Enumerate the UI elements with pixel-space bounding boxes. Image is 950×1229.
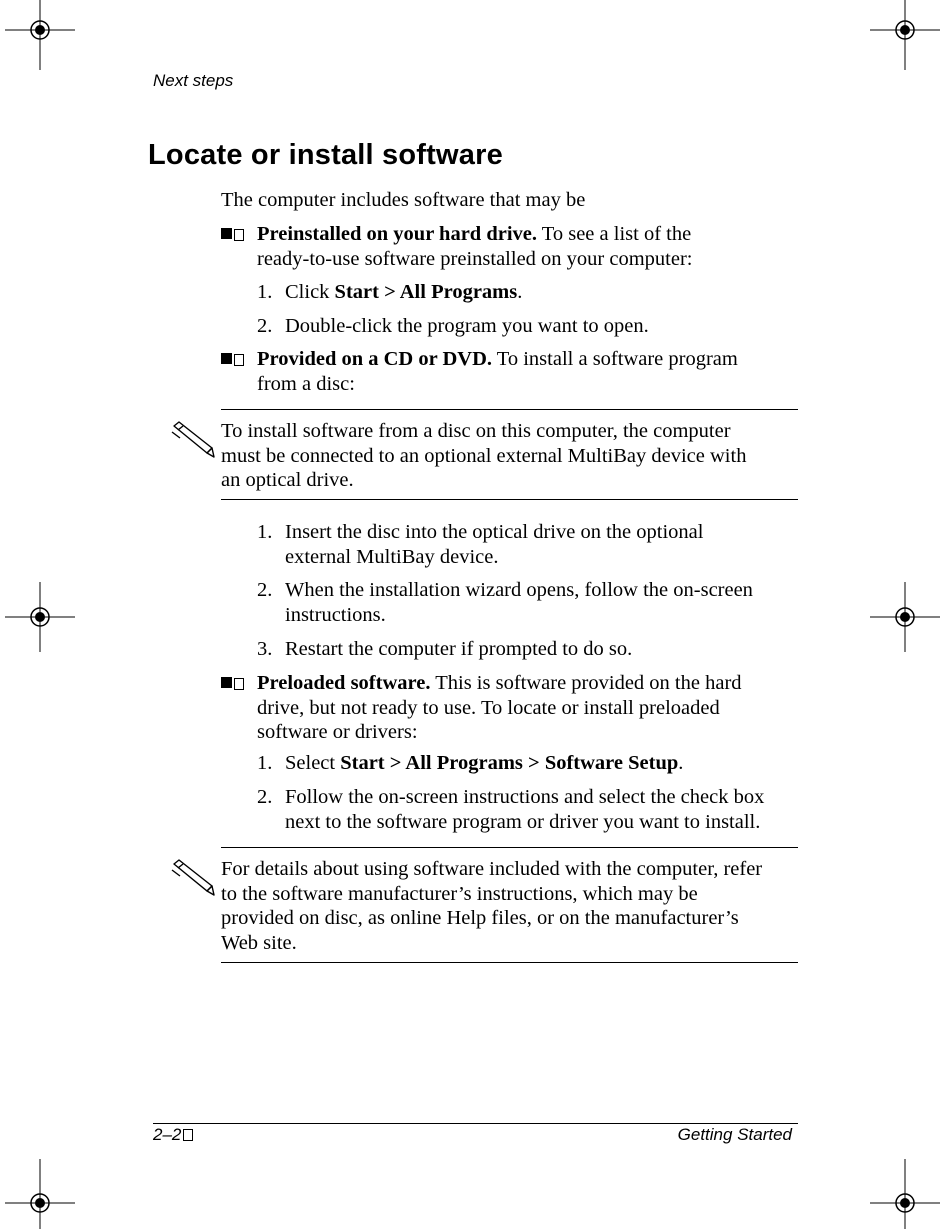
registration-mark-icon (870, 1159, 940, 1229)
step-number: 1. (257, 752, 273, 774)
step-number: 2. (257, 786, 273, 808)
intro-text: The computer includes software that may be (221, 189, 586, 211)
step-number: 2. (257, 579, 273, 601)
registration-mark-icon (5, 1159, 75, 1229)
step-number: 1. (257, 521, 273, 543)
registration-mark-icon (870, 582, 940, 652)
pencil-note-icon (170, 420, 216, 460)
note-rule (221, 499, 798, 500)
step-number: 2. (257, 315, 273, 337)
footer-title: Getting Started (677, 1125, 792, 1144)
bullet-item: Provided on a CD or DVD. To install a software program from a disc: (257, 348, 738, 395)
step-number: 3. (257, 638, 273, 660)
pencil-note-icon (170, 858, 216, 898)
step-item: Follow the on-screen instructions and select the check box next to the software program or driver you want to install. (285, 786, 765, 833)
bullet-marker (221, 347, 244, 372)
step-number: 1. (257, 281, 273, 303)
step-item: Select Start > All Programs > Software Setup. (285, 752, 684, 774)
bullet-marker (221, 222, 244, 247)
step-item: When the installation wizard opens, follow the on-screen instructions. (285, 579, 753, 626)
step-item: Restart the computer if prompted to do so. (285, 638, 633, 660)
page-title: Locate or install software (148, 139, 503, 171)
note-rule (221, 409, 798, 410)
step-item: Double-click the program you want to open. (285, 315, 649, 337)
footer-rule (153, 1123, 798, 1124)
bullet-marker (221, 671, 244, 696)
bullet-item: Preloaded software. This is software provided on the hard drive, but not ready to use. To locate or install preloaded software or drivers: (257, 672, 742, 743)
step-item: Insert the disc into the optical drive on the optional external MultiBay device. (285, 521, 704, 568)
registration-mark-icon (870, 0, 940, 70)
registration-mark-icon (5, 582, 75, 652)
registration-mark-icon (5, 0, 75, 70)
page-number: 2–2 (153, 1125, 193, 1145)
step-item: Click Start > All Programs. (285, 281, 523, 303)
note-rule (221, 962, 798, 963)
bullet-item: Preinstalled on your hard drive. To see a list of the ready-to-use software preinstalled on your computer: (257, 223, 693, 270)
note-text: For details about using software included with the computer, refer to the software manufacturer’s instructions, which may be provided on disc, as online Help files, or on the manufacturer’s Web site. (221, 858, 763, 954)
running-header: Next steps (153, 71, 234, 90)
note-rule (221, 847, 798, 848)
note-text: To install software from a disc on this computer, the computer must be connected to an optional external MultiBay device with an optical drive. (221, 420, 747, 491)
